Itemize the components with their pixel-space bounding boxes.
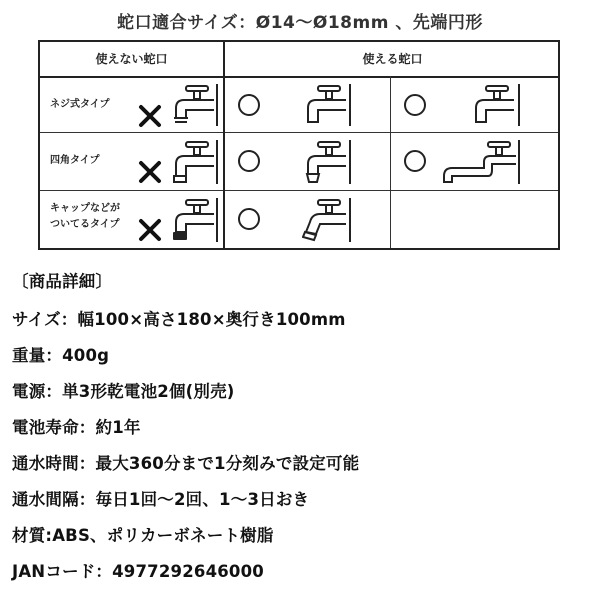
faucet-icon xyxy=(170,84,218,128)
circle-ok-icon xyxy=(238,208,260,230)
wall-line xyxy=(518,84,520,126)
detail-power: 電源：単3形乾電池2個(別売) xyxy=(12,382,235,401)
header-unusable: 使えない蛇口 xyxy=(95,52,168,66)
detail-weight: 重量：400g xyxy=(12,346,110,365)
compatibility-table xyxy=(38,40,560,250)
circle-ok-icon xyxy=(404,150,426,172)
circle-ok-icon xyxy=(404,94,426,116)
row-label-screw: ネジ式タイプ xyxy=(50,99,110,110)
faucet-icon xyxy=(302,198,350,244)
x-mark-icon xyxy=(138,218,162,242)
row-divider xyxy=(40,190,558,191)
faucet-icon xyxy=(302,84,350,128)
row-label-square: 四角タイプ xyxy=(50,155,100,166)
faucet-icon xyxy=(440,140,520,186)
details-heading: 〔商品詳細〕 xyxy=(12,272,113,291)
page-title: 蛇口適合サイズ：Ø14～Ø18mm 、先端円形 xyxy=(117,13,483,33)
faucet-icon xyxy=(170,140,218,186)
detail-battery-life: 電池寿命：約1年 xyxy=(12,418,141,437)
row-label-cap-line2: ついてるタイプ xyxy=(50,219,120,230)
detail-water-time: 通水時間：最大360分まで1分刻みで設定可能 xyxy=(12,454,360,473)
faucet-icon xyxy=(302,140,350,186)
x-mark-icon xyxy=(138,160,162,184)
x-mark-icon xyxy=(138,104,162,128)
detail-jan-code: JANコード：4977292646000 xyxy=(12,562,264,581)
detail-water-interval: 通水間隔：毎日1回～2回、1～3日おき xyxy=(12,490,310,509)
detail-material: 材質:ABS、ポリカーボネート樹脂 xyxy=(12,526,274,545)
circle-ok-icon xyxy=(238,150,260,172)
row-label-cap: キャップなどが xyxy=(50,203,120,214)
faucet-icon xyxy=(470,84,518,128)
column-divider xyxy=(223,42,225,248)
detail-size: サイズ：幅100×高さ180×奥行き100mm xyxy=(12,310,346,329)
header-usable: 使える蛇口 xyxy=(362,52,423,66)
faucet-icon xyxy=(170,198,218,244)
header-divider xyxy=(40,76,558,78)
row-divider xyxy=(40,132,558,133)
column-divider xyxy=(390,76,391,248)
circle-ok-icon xyxy=(238,94,260,116)
